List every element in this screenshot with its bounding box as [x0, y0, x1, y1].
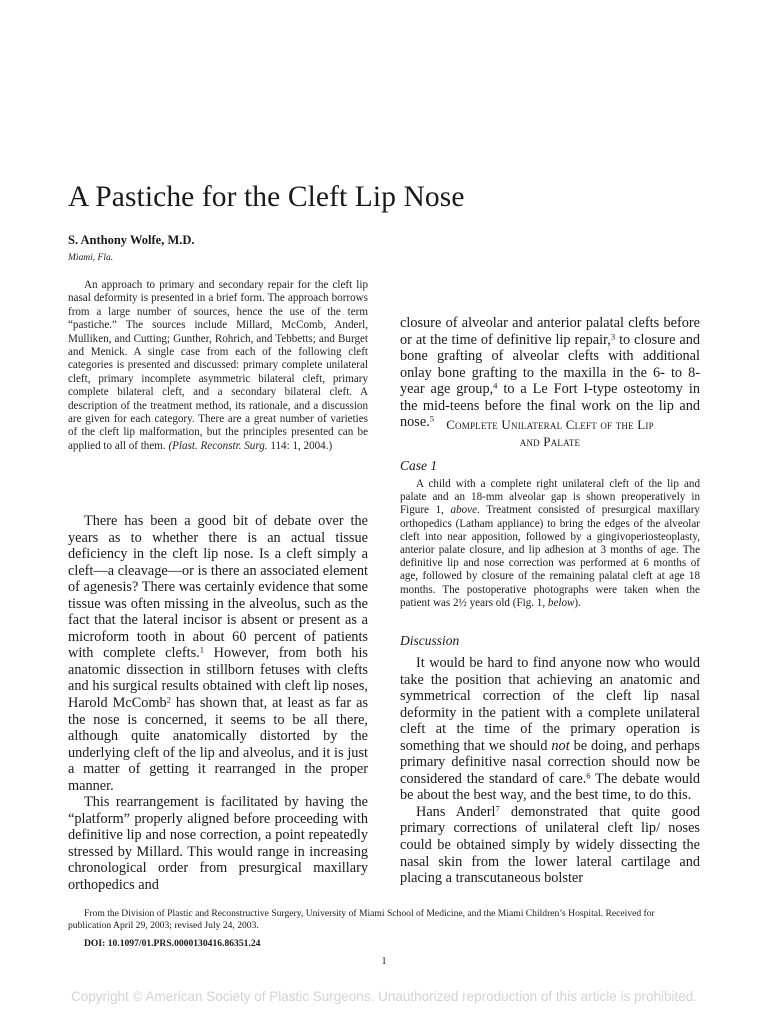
section-heading [400, 413, 700, 450]
cont-text-b: to closure and bone grafting of alveolar clefts with additional onlay bone grafting to the maxilla in the 6- to 8-year age group, [400, 331, 700, 398]
case-1-heading: Case 1 [400, 458, 438, 473]
disc-p1-text-a: It would be hard to find anyone now who would take the position that achieving an anatomic and symmetrical correction of the cleft lip nasal deformity in the patient with a complete unilateral cleft at the time of the primary operation is something that we should [400, 655, 700, 754]
disc-p2-text-a: Hans Anderl [416, 803, 496, 820]
section-heading-line-2: and Palate [519, 434, 581, 449]
discussion-column [400, 655, 700, 887]
author-affiliation: Miami, Fla. [68, 253, 114, 263]
ref-2: 2 [166, 694, 171, 705]
ref-1: 1 [199, 644, 204, 655]
doi: DOI: 10.1097/01.PRS.0000130416.86351.24 [84, 938, 261, 949]
page-number: 1 [381, 956, 387, 967]
abstract-citation-ref: 114: 1, 2004.) [270, 439, 333, 452]
abstract-citation-journal: (Plast. Reconstr. Surg. [168, 439, 268, 452]
intro-column [68, 513, 368, 894]
abstract [68, 279, 368, 453]
case-1-below: below [547, 596, 575, 609]
discussion-paragraph-1 [400, 655, 700, 804]
affiliation-footnote: From the Division of Plastic and Reconstructive Surgery, University of Miami School of Medicine, and the Miami Children’s Hospital. Received for publication April 29, 2003; revised July 24, 2003. [68, 908, 655, 931]
intro-continuation [400, 315, 700, 431]
discussion-paragraph-2 [400, 804, 700, 887]
abstract-text: An approach to primary and secondary repair for the cleft lip nasal deformity is presented in a brief form. The approach borrows from a large number of sources, hence the use of the term “pastiche.” The sources include Millard, McComb, Anderl, Mulliken, and Cutting; Gunther, Rohrich, and Tebbetts; and Burget and Menick. A single case from each of the following cleft categories is presented and discussed: primary complete unilateral cleft, primary incomplete asymmetric bilateral cleft, primary complete bilateral cleft, and a secondary bilateral cleft. A description of the treatment method, its rationale, and a discussion are given for each category. There are a great number of varieties of the cleft lip malformation, but the principles presented can be applied to all of them. [68, 279, 368, 452]
article-title: A Pastiche for the Cleft Lip Nose [68, 181, 465, 213]
intro-p1-text-c: has shown that, at least as far as the nose is concerned, it seems to be all there, although quite anatomically distorted by the underlying cleft of the lip and alveolus, and it is just a matter of getting it rearranged in the proper manner. [68, 695, 369, 794]
cont-text-c: to a Le Fort I-type osteotomy in the mid-teens before the final work on the lip and nose. [400, 381, 700, 431]
disc-p1-not: not [551, 737, 570, 754]
ref-5: 5 [429, 413, 435, 424]
intro-paragraph-2: This rearrangement is facilitated by having the “platform” properly aligned before proceeding with definitive lip and nose correction, a point repeatedly stressed by Millard. This would range in increasing chronological order from presurgical maxillary orthopedics and [68, 794, 368, 894]
intro-p1-text-b: However, from both his anatomic dissection in stillborn fetuses with clefts and his surgical results obtained with cleft lip noses, Harold McComb [68, 645, 368, 712]
case-1-text-b: . Treatment consisted of presurgical maxillary orthopedics (Latham appliance) to bring the edges of the alveolar cleft into near apposition, followed by a gingivoperiosteoplasty, anterior palate closure, and lip adhesion at 3 months of age. The definitive lip and nose correction was performed at 6 months of age, followed by closure of the remaining palatal cleft at age 18 months. The postoperative photographs were taken when the patient was 2½ years old (Fig. 1, [400, 504, 700, 609]
disc-p1-text-c: The debate would be about the best way, and the best time, to do this. [400, 770, 700, 804]
intro-paragraph-1 [68, 513, 368, 794]
discussion-heading: Discussion [400, 633, 460, 648]
ref-7: 7 [495, 803, 500, 814]
disc-p2-text-b: demonstrated that quite good primary corrections of unilateral cleft lip/ noses could be obtained simply by widely dissecting the nasal skin from the lower lateral cartilage and placing a transcutaneous bolster [400, 803, 700, 887]
disc-p1-text-b: be doing, and perhaps primary definitive nasal correction should now be considered the standard of care. [400, 737, 700, 787]
section-heading-line-1: Complete Unilateral Cleft of the Lip [446, 417, 654, 432]
copyright-watermark: Copyright © American Society of Plastic Surgeons. Unauthorized reproduction of this article is prohibited. [70, 989, 697, 1004]
case-1-text-c: ). [574, 596, 581, 609]
ref-3: 3 [610, 330, 616, 341]
author-name: S. Anthony Wolfe, M.D. [68, 233, 195, 247]
case-1-text-a: A child with a complete right unilateral cleft of the lip and palate and an 18-mm alveolar gap is shown preoperatively in Figure 1, [400, 478, 700, 517]
case-1-above: above [450, 504, 478, 517]
ref-6: 6 [586, 770, 591, 781]
intro-p1-text-a: There has been a good bit of debate over the years as to whether there is an actual tissue deficiency in the cleft lip nose. Is a cleft simply a cleft—a cleavage—or is there an associated element of agenesis? There was certainly evidence that some tissue was often missing in the alveolus, such as the fact that the lateral incisor is absent or present as a microform tooth in about 60 percent of patients with complete clefts. [68, 513, 368, 662]
ref-4: 4 [493, 380, 498, 391]
cont-text-a: closure of alveolar and anterior palatal clefts before or at the time of definitive lip repair, [400, 315, 700, 348]
case-1-text [400, 478, 700, 610]
